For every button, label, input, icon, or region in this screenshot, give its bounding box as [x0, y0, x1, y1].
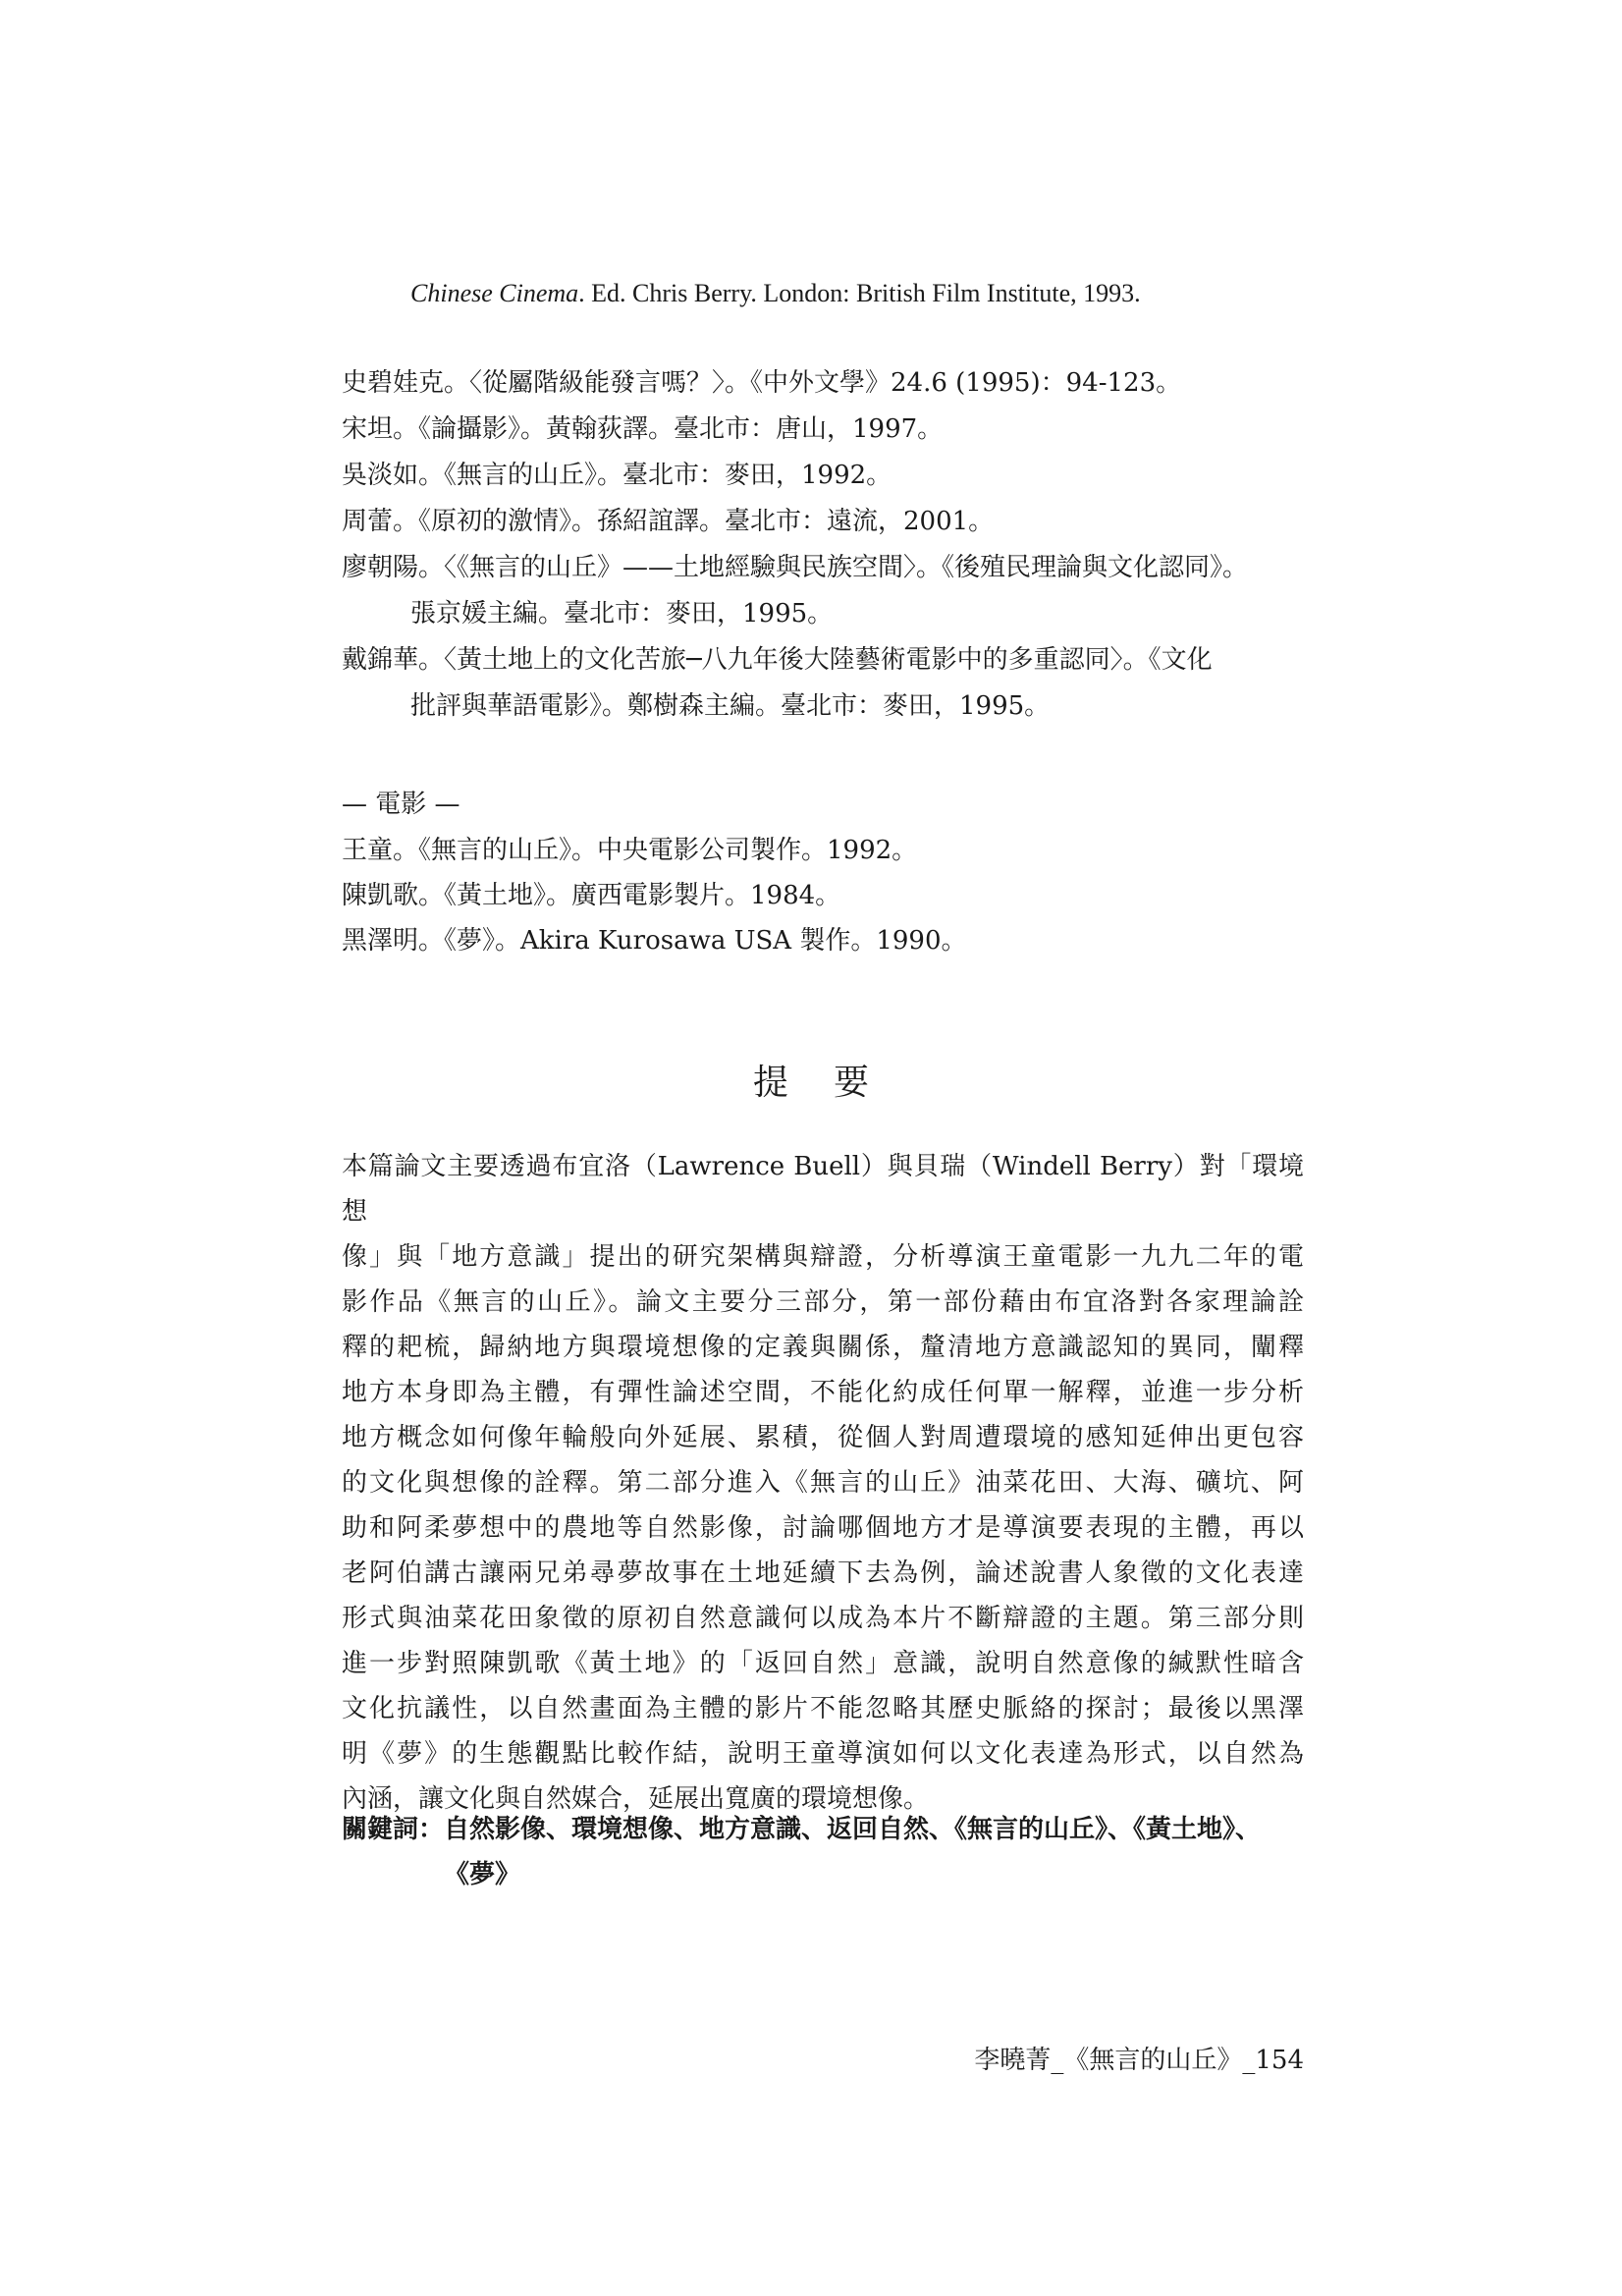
abstract-line: 像」與「地方意識」提出的研究架構與辯證，分析導演王童電影一九九二年的電: [342, 1242, 1304, 1272]
reference-item-continuation: 張京媛主編。臺北市：麥田，1995。: [410, 599, 834, 629]
reference-title-italic: Chinese Cinema: [410, 279, 579, 307]
reference-details: . Ed. Chris Berry. London: British Film Institute, 1993.: [578, 279, 1141, 307]
running-head-page-number: 李曉菁_《無言的山丘》_154: [974, 2046, 1304, 2075]
abstract-line: 老阿伯講古讓兩兄弟尋夢故事在土地延續下去為例，論述說書人象徵的文化表達: [342, 1558, 1304, 1588]
abstract-heading: 提要: [752, 1063, 914, 1103]
abstract-line: 明《夢》的生態觀點比較作結，說明王童導演如何以文化表達為形式，以自然為: [342, 1739, 1304, 1769]
abstract-line: 內涵，讓文化與自然媒合，延展出寬廣的環境想像。: [342, 1784, 930, 1814]
abstract-line: 釋的耙梳，歸納地方與環境想像的定義與關係，釐清地方意識認知的異同，闡釋: [342, 1333, 1304, 1362]
reference-item: 宋坦。《論攝影》。黃翰荻譯。臺北市：唐山，1997。: [342, 414, 944, 444]
abstract-line: 進一步對照陳凱歌《黃土地》的「返回自然」意識，說明自然意像的緘默性暗含: [342, 1649, 1304, 1678]
keywords-continuation: 《夢》: [444, 1860, 521, 1889]
abstract-body: [342, 1144, 1304, 1822]
abstract-line: 的文化與想像的詮釋。第二部分進入《無言的山丘》油菜花田、大海、礦坑、阿: [342, 1468, 1304, 1498]
abstract-line: 地方概念如何像年輪般向外延展、累積，從個人對周遭環境的感知延伸出更包容: [342, 1423, 1304, 1452]
film-item: 王童。《無言的山丘》。中央電影公司製作。1992。: [342, 836, 918, 865]
film-item: 黑澤明。《夢》。Akira Kurosawa USA 製作。1990。: [342, 926, 967, 956]
reference-item: 史碧娃克。〈從屬階級能發言嗎？〉。《中外文學》24.6 (1995)：94-123。: [342, 368, 1182, 398]
reference-item: 周蕾。《原初的激情》。孫紹誼譯。臺北市：遠流，2001。: [342, 507, 995, 536]
reference-item-continuation: 批評與華語電影》。鄭樹森主編。臺北市：麥田，1995。: [410, 691, 1051, 721]
keywords-label: 關鍵詞：: [342, 1815, 445, 1844]
abstract-line: 助和阿柔夢想中的農地等自然影像，討論哪個地方才是導演要表現的主體，再以: [342, 1513, 1304, 1543]
reference-chinese-cinema: [410, 281, 1141, 306]
film-section-heading: — 電影 —: [342, 790, 460, 819]
abstract-line: 影作品《無言的山丘》。論文主要分三部分，第一部份藉由布宜洛對各家理論詮: [342, 1287, 1304, 1317]
keywords-text: 自然影像、環境想像、地方意識、返回自然、《無言的山丘》、《黃土地》、: [444, 1815, 1262, 1844]
film-item: 陳凱歌。《黃土地》。廣西電影製片。1984。: [342, 881, 841, 910]
keywords-line: [342, 1817, 1261, 1842]
reference-item: 戴錦華。〈黃土地上的文化苦旅─八九年後大陸藝術電影中的多重認同〉。《文化: [342, 645, 1213, 675]
reference-item: 吳淡如。《無言的山丘》。臺北市：麥田，1992。: [342, 461, 892, 490]
reference-item: 廖朝陽。〈《無言的山丘》——土地經驗與民族空間〉。《後殖民理論與文化認同》。: [342, 553, 1249, 582]
abstract-line: 地方本身即為主體，有彈性論述空間，不能化約成任何單一解釋，並進一步分析: [342, 1378, 1304, 1407]
abstract-line: 本篇論文主要透過布宜洛（Lawrence Buell）與貝瑞（Windell Berry）對「環境想: [342, 1152, 1304, 1227]
abstract-line: 形式與油菜花田象徵的原初自然意識何以成為本片不斷辯證的主題。第三部分則: [342, 1604, 1304, 1633]
abstract-line: 文化抗議性，以自然畫面為主體的影片不能忽略其歷史脈絡的探討；最後以黑澤: [342, 1694, 1304, 1723]
